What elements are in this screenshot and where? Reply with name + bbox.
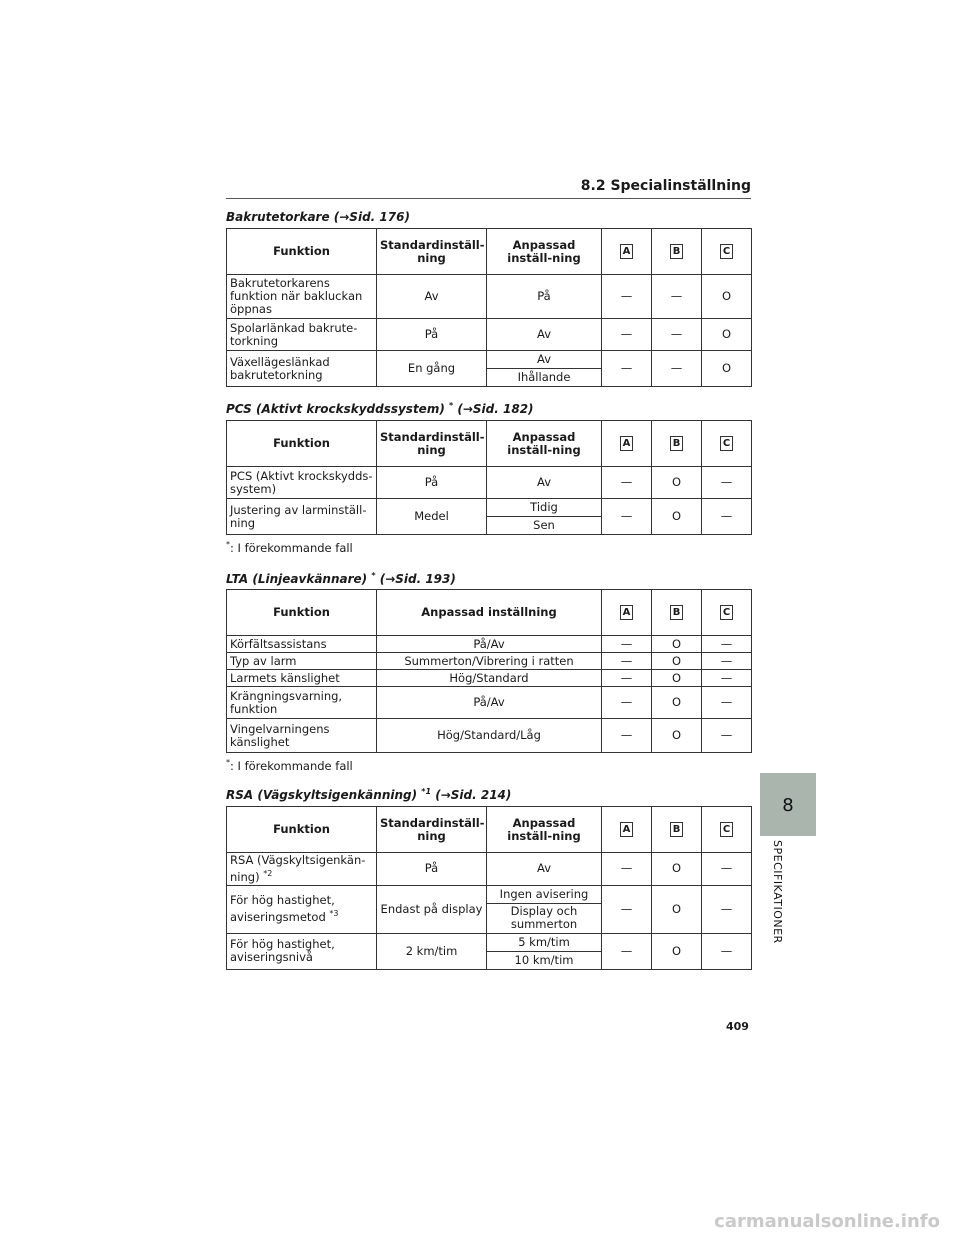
cell-custom: Display och summerton xyxy=(487,903,602,933)
cell-func: Justering av larminställ-ning xyxy=(227,499,377,535)
cell-a: — xyxy=(602,853,652,886)
col-header-a: A xyxy=(620,605,633,620)
table-rsa xyxy=(226,806,752,970)
cell-func: Typ av larm xyxy=(227,653,377,670)
col-header-a: A xyxy=(620,244,633,259)
table-lta xyxy=(226,589,752,753)
cell-std: På xyxy=(377,319,487,351)
col-header-funktion: Funktion xyxy=(227,229,377,275)
cell-std: Medel xyxy=(377,499,487,535)
footnote-marker: *1 xyxy=(421,787,432,796)
table-row xyxy=(227,275,752,319)
cell-custom: Av xyxy=(487,853,602,886)
cell-func: Krängningsvarning, funktion xyxy=(227,687,377,719)
col-header-b: B xyxy=(670,822,683,837)
section-title-text: Bakrutetorkare (→Sid. 176) xyxy=(226,210,410,224)
cell-custom: Ihållande xyxy=(487,369,602,387)
cell-custom: Tidig xyxy=(487,499,602,517)
cell-custom: På/Av xyxy=(377,636,602,653)
cell-std: 2 km/tim xyxy=(377,933,487,969)
cell-b: — xyxy=(652,351,702,387)
footnote-marker: * xyxy=(226,758,230,767)
footnote-marker: * xyxy=(226,540,230,549)
section-title-ref: (→Sid. 193) xyxy=(379,572,456,586)
col-header-anpassad: Anpassad inställning xyxy=(377,590,602,636)
cell-a: — xyxy=(602,653,652,670)
cell-std: Av xyxy=(377,275,487,319)
table-pcs xyxy=(226,420,752,535)
footnote-marker: *2 xyxy=(263,869,273,878)
section-title-text: LTA (Linjeavkännare) xyxy=(226,572,368,586)
col-header-anpassad: Anpassad inställ-ning xyxy=(487,421,602,467)
cell-a: — xyxy=(602,636,652,653)
cell-c: — xyxy=(702,467,752,499)
cell-b: O xyxy=(652,687,702,719)
cell-c: — xyxy=(702,653,752,670)
col-header-funktion: Funktion xyxy=(227,807,377,853)
col-header-c: C xyxy=(720,605,733,620)
table-row xyxy=(227,670,752,687)
col-header-funktion: Funktion xyxy=(227,421,377,467)
table-row xyxy=(227,687,752,719)
cell-func: Larmets känslighet xyxy=(227,670,377,687)
cell-custom: Av xyxy=(487,351,602,369)
cell-b: O xyxy=(652,853,702,886)
cell-custom: Hög/Standard/Låg xyxy=(377,719,602,753)
cell-a: — xyxy=(602,275,652,319)
cell-a: — xyxy=(602,885,652,933)
cell-b: O xyxy=(652,670,702,687)
cell-b: O xyxy=(652,636,702,653)
cell-func-text: För hög hastighet, aviseringsmetod xyxy=(230,893,335,925)
col-header-b: B xyxy=(670,244,683,259)
cell-c: — xyxy=(702,670,752,687)
cell-a: — xyxy=(602,933,652,969)
section-title-text: PCS (Aktivt krockskyddssystem) xyxy=(226,402,445,416)
cell-c: — xyxy=(702,636,752,653)
table-row xyxy=(227,636,752,653)
table-row xyxy=(227,719,752,753)
footnote-marker: *3 xyxy=(329,909,339,919)
footnote-text: : I förekommande fall xyxy=(230,758,353,773)
cell-a: — xyxy=(602,319,652,351)
footnote-text: : I förekommande fall xyxy=(230,540,353,555)
cell-func: Vingelvarningens känslighet xyxy=(227,719,377,753)
section-title-pcs xyxy=(226,401,534,416)
cell-b: — xyxy=(652,319,702,351)
cell-func: Spolarlänkad bakrute-torkning xyxy=(227,319,377,351)
table-row xyxy=(227,885,752,903)
col-header-standard: Standardinställ-ning xyxy=(377,807,487,853)
table-row xyxy=(227,467,752,499)
cell-std: Endast på display xyxy=(377,885,487,933)
col-header-anpassad: Anpassad inställ-ning xyxy=(487,229,602,275)
col-header-standard: Standardinställ-ning xyxy=(377,421,487,467)
cell-c: — xyxy=(702,853,752,886)
col-header-b: B xyxy=(670,605,683,620)
chapter-tab xyxy=(760,773,816,836)
cell-b: O xyxy=(652,467,702,499)
cell-b: O xyxy=(652,885,702,933)
cell-func xyxy=(227,853,377,886)
cell-c: — xyxy=(702,933,752,969)
cell-c: O xyxy=(702,319,752,351)
table-bakrute xyxy=(226,228,752,387)
cell-b: O xyxy=(652,653,702,670)
cell-c: O xyxy=(702,275,752,319)
cell-func: Växellägeslänkad bakrutetorkning xyxy=(227,351,377,387)
col-header-c: C xyxy=(720,244,733,259)
cell-custom: Summerton/Vibrering i ratten xyxy=(377,653,602,670)
section-title-ref: (→Sid. 182) xyxy=(457,402,534,416)
col-header-c: C xyxy=(720,822,733,837)
cell-a: — xyxy=(602,687,652,719)
cell-func xyxy=(227,885,377,933)
cell-custom: Hög/Standard xyxy=(377,670,602,687)
col-header-standard: Standardinställ-ning xyxy=(377,229,487,275)
cell-custom: 10 km/tim xyxy=(487,951,602,969)
col-header-anpassad: Anpassad inställ-ning xyxy=(487,807,602,853)
cell-std: En gång xyxy=(377,351,487,387)
cell-custom: På/Av xyxy=(377,687,602,719)
header-title: 8.2 Specialinställning xyxy=(580,178,751,194)
cell-a: — xyxy=(602,467,652,499)
cell-c: — xyxy=(702,885,752,933)
table-row xyxy=(227,499,752,517)
footnote-marker: * xyxy=(371,571,376,580)
col-header-a: A xyxy=(620,822,633,837)
cell-c: O xyxy=(702,351,752,387)
page-header xyxy=(226,176,751,199)
col-header-b: B xyxy=(670,436,683,451)
table-row xyxy=(227,351,752,369)
table-row xyxy=(227,933,752,951)
cell-func-text: RSA (Vägskyltsigenkän-ning) xyxy=(230,853,366,884)
cell-c: — xyxy=(702,687,752,719)
footnote-pcs xyxy=(226,540,353,555)
cell-func: För hög hastighet, aviseringsnivå xyxy=(227,933,377,969)
section-title-text: RSA (Vägskyltsigenkänning) xyxy=(226,788,418,802)
page-number: 409 xyxy=(726,1020,749,1033)
table-row xyxy=(227,853,752,886)
cell-std: På xyxy=(377,467,487,499)
section-title-bakrute xyxy=(226,210,410,224)
cell-custom: Sen xyxy=(487,517,602,535)
cell-custom: Av xyxy=(487,319,602,351)
section-title-ref: (→Sid. 214) xyxy=(435,788,512,802)
table-row xyxy=(227,653,752,670)
section-title-lta xyxy=(226,571,456,586)
cell-custom: På xyxy=(487,275,602,319)
cell-b: — xyxy=(652,275,702,319)
col-header-funktion: Funktion xyxy=(227,590,377,636)
cell-std: På xyxy=(377,853,487,886)
cell-a: — xyxy=(602,499,652,535)
col-header-a: A xyxy=(620,436,633,451)
footnote-lta xyxy=(226,758,353,773)
cell-custom: Av xyxy=(487,467,602,499)
cell-custom: 5 km/tim xyxy=(487,933,602,951)
cell-a: — xyxy=(602,670,652,687)
cell-func: Bakrutetorkarens funktion när bakluckan öppnas xyxy=(227,275,377,319)
section-title-rsa xyxy=(226,787,511,802)
chapter-number: 8 xyxy=(782,795,794,816)
cell-b: O xyxy=(652,933,702,969)
table-row xyxy=(227,319,752,351)
cell-func: Körfältsassistans xyxy=(227,636,377,653)
cell-b: O xyxy=(652,719,702,753)
watermark: carmanualsonline.info xyxy=(714,1211,940,1232)
cell-c: — xyxy=(702,499,752,535)
col-header-c: C xyxy=(720,436,733,451)
cell-a: — xyxy=(602,351,652,387)
chapter-label: SPECIFIKATIONER xyxy=(771,840,784,944)
footnote-marker: * xyxy=(449,401,454,410)
cell-b: O xyxy=(652,499,702,535)
cell-c: — xyxy=(702,719,752,753)
cell-custom: Ingen avisering xyxy=(487,885,602,903)
cell-func: PCS (Aktivt krockskydds-system) xyxy=(227,467,377,499)
cell-a: — xyxy=(602,719,652,753)
